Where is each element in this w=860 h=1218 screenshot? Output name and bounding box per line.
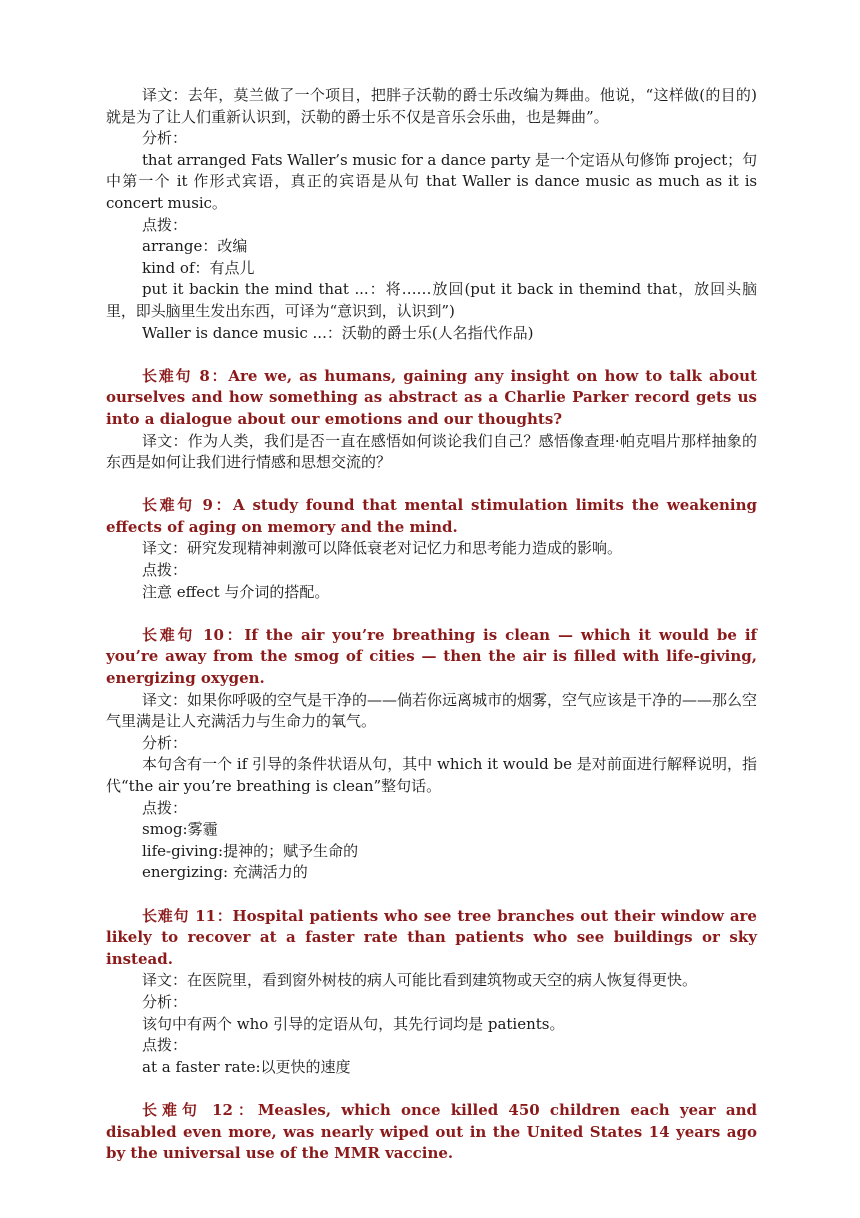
sentence-9-label: 长难句 9： bbox=[142, 496, 234, 515]
sentence-12-heading bbox=[106, 1100, 757, 1165]
sentence-11-translation: 译文：在医院里，看到窗外树枝的病人可能比看到建筑物或天空的病人恢复得更快。 bbox=[142, 971, 698, 990]
sentence-9-tip: 注意 effect 与介词的搭配。 bbox=[142, 582, 330, 601]
sentence-11-text: Hospital patients who see tree branches out their window are likely to recover at a faster rate than patients who see buildings or sky instead. bbox=[106, 906, 757, 968]
sentence-10-analysis: 本句含有一个 if 引导的条件状语从句，其中 which it would be 是对前面进行解释说明，指代“the air you’re breathing is clean”整句话。 bbox=[106, 755, 757, 795]
sentence-8-heading bbox=[106, 366, 757, 431]
spacer bbox=[106, 474, 757, 496]
intro-tip: arrange：改编 bbox=[142, 237, 248, 256]
sentence-10-analysis-label: 分析： bbox=[142, 733, 188, 752]
sentence-10-heading bbox=[106, 625, 757, 690]
sentence-11-tips-label: 点拨： bbox=[142, 1036, 188, 1055]
sentence-11-label: 长难句 11： bbox=[142, 906, 233, 925]
sentence-10-tip: energizing: 充满活力的 bbox=[142, 863, 308, 882]
sentence-9-translation: 译文：研究发现精神刺激可以降低衰老对记忆力和思考能力造成的影响。 bbox=[142, 539, 623, 558]
spacer bbox=[106, 884, 757, 906]
intro-tip: Waller is dance music ...：沃勒的爵士乐(人名指代作品) bbox=[142, 323, 534, 342]
intro-analysis: that arranged Fats Waller’s music for a dance party 是一个定语从句修饰 project；句中第一个 it 作形式宾语，真正的宾语是从句 that Waller is dance music as much as it is concert music。 bbox=[106, 150, 757, 212]
spacer bbox=[106, 344, 757, 366]
sentence-9-text: A study found that mental stimulation limits the weakening effects of aging on memory and the mind. bbox=[106, 496, 757, 536]
sentence-11-heading bbox=[106, 906, 757, 971]
intro-tips-label: 点拨： bbox=[142, 215, 188, 234]
sentence-11-analysis-label: 分析： bbox=[142, 992, 188, 1011]
sentence-8-label: 长难句 8： bbox=[142, 366, 229, 385]
sentence-11-analysis: 该句中有两个 who 引导的定语从句，其先行词均是 patients。 bbox=[142, 1014, 565, 1033]
sentence-11-tip: at a faster rate:以更快的速度 bbox=[142, 1057, 351, 1076]
sentence-12-text: Measles, which once killed 450 children each year and disabled even more, was nearly wiped out in the United States 14 years ago by the universal use of the MMR vaccine. bbox=[106, 1100, 757, 1163]
sentence-10-tips-label: 点拨： bbox=[142, 798, 188, 817]
spacer bbox=[106, 1078, 757, 1100]
sentence-9-heading bbox=[106, 495, 757, 538]
intro-tip: kind of：有点儿 bbox=[142, 258, 255, 277]
sentence-12-label: 长难句 12： bbox=[142, 1100, 258, 1119]
intro-analysis-label: 分析： bbox=[142, 129, 188, 148]
sentence-10-translation: 译文：如果你呼吸的空气是干净的——倘若你远离城市的烟雾，空气应该是干净的——那么空气里满是让人充满活力与生命力的氧气。 bbox=[106, 690, 758, 731]
sentence-10-tip: smog:雾霾 bbox=[142, 820, 218, 839]
sentence-10-label: 长难句 10： bbox=[142, 625, 245, 644]
sentence-9-tips-label: 点拨： bbox=[142, 561, 188, 580]
sentence-10-text: If the air you’re breathing is clean — which it would be if you’re away from the smog of cities — then the air is filled with life-giving, energizing oxygen. bbox=[106, 625, 757, 688]
spacer bbox=[106, 603, 757, 625]
sentence-8-text: Are we, as humans, gaining any insight on how to talk about ourselves and how something as abstract as a Charlie Parker record gets us into a dialogue about our emotions and our thoughts? bbox=[106, 366, 757, 428]
intro-translation: 译文：去年，莫兰做了一个项目，把胖子沃勒的爵士乐改编为舞曲。他说，“这样做(的目的)就是为了让人们重新认识到，沃勒的爵士乐不仅是音乐会乐曲，也是舞曲”。 bbox=[106, 86, 757, 126]
sentence-10-tip: life-giving:提神的；赋予生命的 bbox=[142, 841, 359, 860]
sentence-8-translation: 译文：作为人类，我们是否一直在感悟如何谈论我们自己？感悟像查理·帕克唱片那样抽象的东西是如何让我们进行情感和思想交流的？ bbox=[106, 431, 757, 472]
intro-tip: put it backin the mind that ...：将……放回(put it back in themind that，放回头脑里，即头脑里生发出东西，可译为“意识到，认识到”) bbox=[106, 280, 757, 320]
